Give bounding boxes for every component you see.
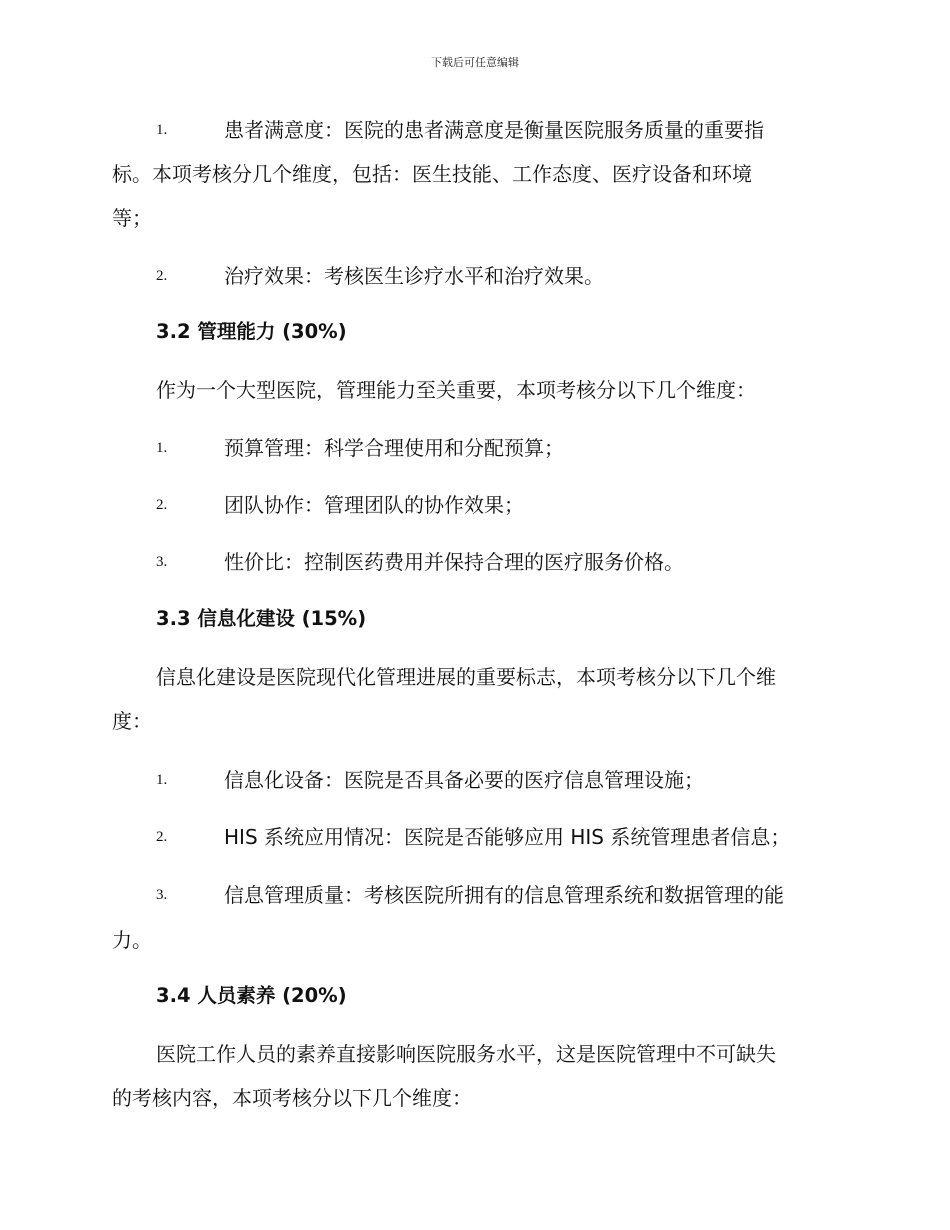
list-item	[112, 546, 838, 578]
list-item	[112, 879, 838, 911]
list-number: 2.	[156, 497, 168, 513]
list-item	[112, 260, 838, 292]
list-text: 信息管理质量：考核医院所拥有的信息管理系统和数据管理的能	[224, 883, 784, 907]
paragraph: 信息化建设是医院现代化管理进展的重要标志，本项考核分以下几个维	[156, 665, 776, 689]
list-item	[112, 821, 838, 853]
list-text: 性价比：控制医药费用并保持合理的医疗服务价格。	[224, 550, 684, 574]
section-heading-3-2: 3.2 管理能力 (30%)	[156, 320, 347, 343]
list-number: 3.	[156, 554, 168, 570]
list-text: 团队协作：管理团队的协作效果；	[224, 493, 524, 517]
paragraph-continued: 的考核内容，本项考核分以下几个维度：	[112, 1086, 472, 1110]
list-item	[112, 432, 838, 464]
section-heading-3-4: 3.4 人员素养 (20%)	[156, 984, 347, 1007]
list-text: 治疗效果：考核医生诊疗水平和治疗效果。	[224, 264, 604, 288]
paragraph: 作为一个大型医院，管理能力至关重要，本项考核分以下几个维度：	[156, 378, 756, 402]
list-text: 患者满意度：医院的患者满意度是衡量医院服务质量的重要指	[224, 118, 764, 142]
list-text-continued: 等；	[112, 206, 152, 230]
list-text-continued: 标。本项考核分几个维度，包括：医生技能、工作态度、医疗设备和环境	[112, 162, 752, 186]
list-text-continued: 力。	[112, 928, 152, 952]
section-heading-3-3: 3.3 信息化建设 (15%)	[156, 607, 367, 630]
paragraph: 医院工作人员的素养直接影响医院服务水平，这是医院管理中不可缺失	[156, 1042, 776, 1066]
list-number: 1.	[156, 122, 168, 138]
list-item	[112, 764, 838, 796]
list-text: HIS 系统应用情况：医院是否能够应用 HIS 系统管理患者信息；	[224, 825, 791, 849]
list-number: 3.	[156, 887, 168, 903]
list-text: 预算管理：科学合理使用和分配预算；	[224, 436, 564, 460]
list-text: 信息化设备：医院是否具备必要的医疗信息管理设施；	[224, 768, 704, 792]
list-number: 1.	[156, 440, 168, 456]
paragraph-continued: 度：	[112, 709, 152, 733]
list-item	[112, 489, 838, 521]
page-header: 下载后可任意编辑	[431, 56, 519, 69]
list-item	[112, 114, 838, 146]
list-number: 1.	[156, 772, 168, 788]
list-number: 2.	[156, 268, 168, 284]
list-number: 2.	[156, 829, 168, 845]
